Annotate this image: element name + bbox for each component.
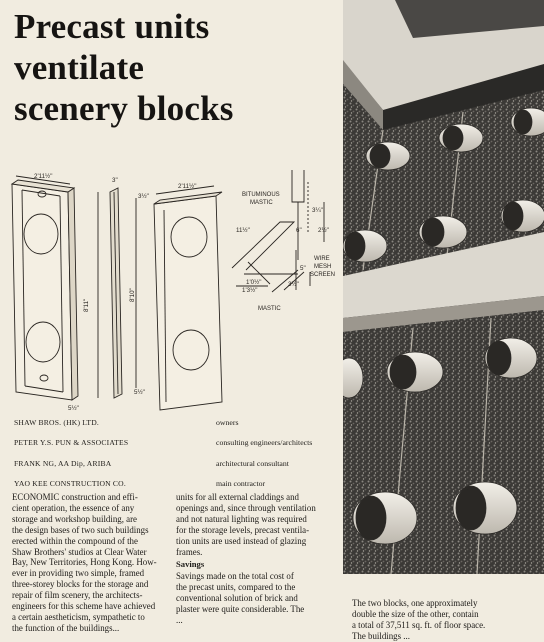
body-line: tion units are used instead of glazing bbox=[176, 535, 307, 546]
body-line: a total of 37,511 sq. ft. of floor space. bbox=[352, 619, 486, 630]
precast-unit-drawing bbox=[8, 162, 342, 414]
body-line: the design bases of two such buildings bbox=[12, 524, 149, 535]
body-line: openings and, since through ventilation bbox=[176, 502, 316, 513]
body-line: The buildings ... bbox=[352, 630, 410, 641]
credit-row bbox=[14, 438, 342, 452]
headline-line-1: Precast units bbox=[14, 7, 210, 46]
body-line: three-storey blocks for the storage and bbox=[12, 579, 149, 590]
body-column-3 bbox=[352, 598, 540, 642]
credit-row bbox=[14, 418, 342, 432]
body-line: the function of the buildings... bbox=[12, 622, 120, 633]
body-line: ECONOMIC construction and effi- bbox=[12, 492, 138, 502]
body-line: conventional solution of brick and bbox=[176, 593, 298, 604]
body-column-2 bbox=[176, 492, 338, 626]
body-line: for the storage levels, precast ventila- bbox=[176, 524, 310, 535]
dim-base-mid: 5½" bbox=[134, 389, 145, 396]
label-mastic-bottom: MASTIC bbox=[258, 306, 281, 312]
credit-role: consulting engineers/architects bbox=[216, 438, 313, 447]
body-line: repair of film scenery, the architects- bbox=[12, 590, 143, 601]
dim-height-mid: 8'10" bbox=[129, 288, 136, 302]
headline-line-2: ventilate bbox=[14, 48, 145, 87]
body-line: units for all external claddings and bbox=[176, 492, 299, 502]
body-line: ... bbox=[176, 614, 183, 625]
dim-section-f: 1'3½" bbox=[242, 287, 258, 294]
dim-section-c: 3¼" bbox=[312, 207, 323, 214]
body-line: plaster were quite considerable. The bbox=[176, 604, 305, 615]
label-wire: WIRE bbox=[314, 256, 330, 262]
body-line: ever in providing two simple, framed bbox=[12, 568, 145, 579]
article-headline bbox=[14, 6, 344, 129]
body-line: double the size of the other, contain bbox=[352, 608, 479, 619]
credit-row bbox=[14, 479, 342, 493]
body-line: Savings made on the total cost of bbox=[176, 571, 294, 582]
body-line: a certain aestheticism, sympathetic to bbox=[12, 611, 145, 622]
dim-section-a: 11½" bbox=[236, 227, 250, 234]
credit-firm: FRANK NG, AA Dip, ARIBA bbox=[14, 459, 112, 468]
body-line: the precast units, compared to the bbox=[176, 582, 296, 593]
label-mastic-top: MASTIC bbox=[250, 200, 273, 206]
edge-section bbox=[110, 188, 122, 398]
credit-role: main contractor bbox=[216, 479, 266, 488]
credit-firm: SHAW BROS. (HK) LTD. bbox=[14, 418, 100, 427]
dim-edge-depth: 3" bbox=[112, 177, 118, 184]
body-line: Shaw Brothers' studios at Clear Water bbox=[12, 546, 147, 557]
dim-bottom-left: 5½" bbox=[68, 405, 79, 412]
body-line: The two blocks, one approximately bbox=[352, 598, 478, 608]
body-line: erected within the compound of the bbox=[12, 535, 138, 546]
dim-section-d: 2½" bbox=[318, 227, 329, 234]
headline-line-3: scenery blocks bbox=[14, 89, 234, 128]
dim-section-b: 6" bbox=[296, 227, 302, 234]
credit-role: owners bbox=[216, 418, 239, 427]
body-line: cient operation, the essence of any bbox=[12, 502, 135, 513]
label-screen: SCREEN bbox=[310, 272, 336, 278]
body-column-1 bbox=[12, 492, 170, 634]
dim-section-g: 5" bbox=[300, 265, 306, 272]
body-line: frames. bbox=[176, 546, 203, 557]
credit-firm: PETER Y.S. PUN & ASSOCIATES bbox=[14, 438, 129, 447]
body-line: and not natural lighting was required bbox=[176, 513, 307, 524]
dim-top-width-right: 2'11½" bbox=[178, 183, 197, 190]
label-bituminous: BITUMINOUS bbox=[242, 192, 280, 198]
section-subhead: Savings bbox=[176, 559, 205, 570]
left-panel bbox=[12, 180, 78, 400]
dim-edge-depth-2: 3½" bbox=[138, 193, 149, 200]
body-line: engineers for this scheme have achieved bbox=[12, 601, 156, 612]
body-line: storage and workshop building, are bbox=[12, 513, 137, 524]
dim-section-e: 1'0½" bbox=[246, 279, 262, 286]
credit-role: architectural consultant bbox=[216, 459, 289, 468]
dim-top-width-left: 2'11½" bbox=[34, 173, 53, 180]
ventilation-units-photo bbox=[343, 0, 544, 574]
credit-row bbox=[14, 459, 342, 473]
label-mesh: MESH bbox=[314, 264, 332, 270]
dim-section-h: 3½" bbox=[288, 281, 299, 288]
credit-firm: YAO KEE CONSTRUCTION CO. bbox=[14, 479, 126, 488]
body-line: Bay, New Territories, Hong Kong. How- bbox=[12, 557, 157, 568]
dim-height-left: 8'11" bbox=[83, 298, 90, 312]
right-panel bbox=[154, 192, 222, 410]
